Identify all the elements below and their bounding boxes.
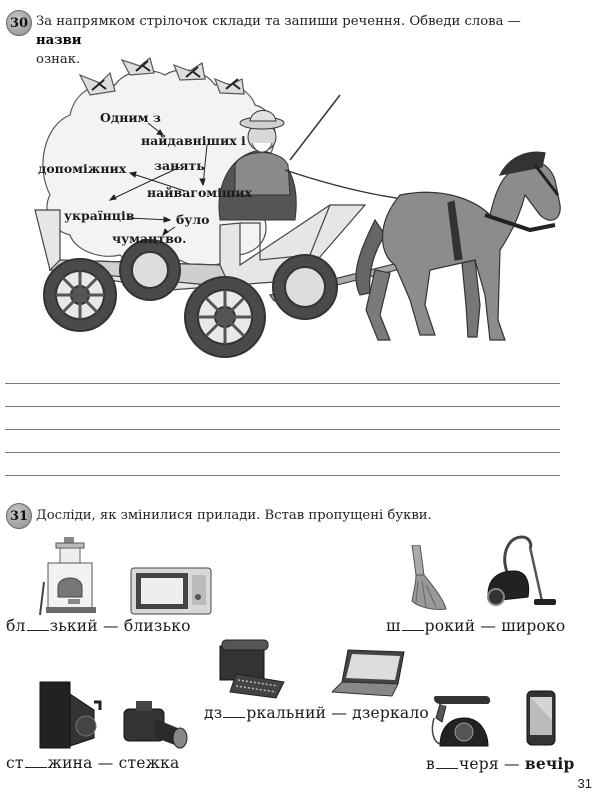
dslr-camera-icon <box>122 697 190 749</box>
dash: — <box>331 704 347 722</box>
folding-camera-icon <box>38 680 104 750</box>
laptop-icon <box>332 648 406 698</box>
missing-letter-blank[interactable] <box>223 706 245 718</box>
typewriter-icon <box>216 638 288 700</box>
task-number-badge <box>6 503 32 529</box>
reference-word: дзеркало <box>352 704 429 722</box>
word-prefix: ш <box>386 617 401 635</box>
word-suffix: зький <box>49 617 98 635</box>
dash: — <box>102 617 119 635</box>
cloud-word-zaniat: занять <box>154 158 205 173</box>
cloud-word-bulo: було <box>176 212 210 227</box>
word-suffix: рокий <box>424 617 476 635</box>
word-pair-shyroko <box>386 617 565 635</box>
instruction-bold-text: назви <box>36 33 82 48</box>
instruction-tail: ознак. <box>36 52 81 67</box>
word-pair-dzerkalo <box>204 704 429 722</box>
cloud-word-odnym-z: Одним з <box>100 110 161 125</box>
task-number-badge <box>6 10 32 36</box>
reference-word: вечір <box>524 754 575 773</box>
reference-word: близько <box>123 617 191 635</box>
instruction-text: За напрямком стрілочок склади та запиши речення. Обведи слова — <box>36 14 521 29</box>
reference-word: стежка <box>118 754 180 772</box>
microwave-icon <box>130 567 212 615</box>
cloud-word-ukraintsiv: українців <box>64 208 135 223</box>
instruction-text: Досліди, як змінилися прилади. Встав пропущені букви. <box>36 508 432 523</box>
cloud-word-chumatstvo: чумацтво. <box>112 231 187 246</box>
word-prefix: ст <box>6 754 24 772</box>
word-pair-stezhka <box>6 754 179 772</box>
word-prefix: дз <box>204 704 223 722</box>
task-number: 30 <box>9 15 29 31</box>
word-pair-blyzko <box>6 617 191 635</box>
missing-letter-blank[interactable] <box>436 757 458 769</box>
dash: — <box>97 754 114 772</box>
missing-letter-blank[interactable] <box>25 756 47 768</box>
horse-icon <box>356 152 560 340</box>
answer-line-1[interactable] <box>5 383 560 384</box>
stove-icon <box>38 537 108 617</box>
cloud-word-dopomizhnykh: допоміжних <box>38 161 127 176</box>
word-prefix: в <box>426 755 435 773</box>
word-suffix: черя <box>458 755 499 773</box>
broom-icon <box>404 545 450 611</box>
word-suffix: ркальний <box>246 704 327 722</box>
vacuum-cleaner-icon <box>484 535 560 613</box>
answer-line-5[interactable] <box>5 475 560 476</box>
task-instruction <box>36 506 566 525</box>
answer-line-4[interactable] <box>5 452 560 453</box>
answer-line-2[interactable] <box>5 406 560 407</box>
missing-letter-blank[interactable] <box>27 619 49 631</box>
smartphone-icon <box>526 690 556 746</box>
word-suffix: жина <box>47 754 93 772</box>
dash: — <box>480 617 497 635</box>
answer-line-3[interactable] <box>5 429 560 430</box>
word-prefix: бл <box>6 617 26 635</box>
word-pair-vechir <box>426 754 575 773</box>
rotary-phone-icon <box>430 692 494 748</box>
cloud-word-naivahomishykh: найвагоміших <box>147 185 253 200</box>
reference-word: широко <box>501 617 566 635</box>
dash: — <box>504 755 520 773</box>
chumak-cart-illustration <box>30 55 570 365</box>
cloud-word-naidavnishykh-i: найдавніших і <box>141 133 246 148</box>
page-number: 31 <box>577 776 592 791</box>
task-number: 31 <box>9 508 29 524</box>
missing-letter-blank[interactable] <box>402 619 424 631</box>
